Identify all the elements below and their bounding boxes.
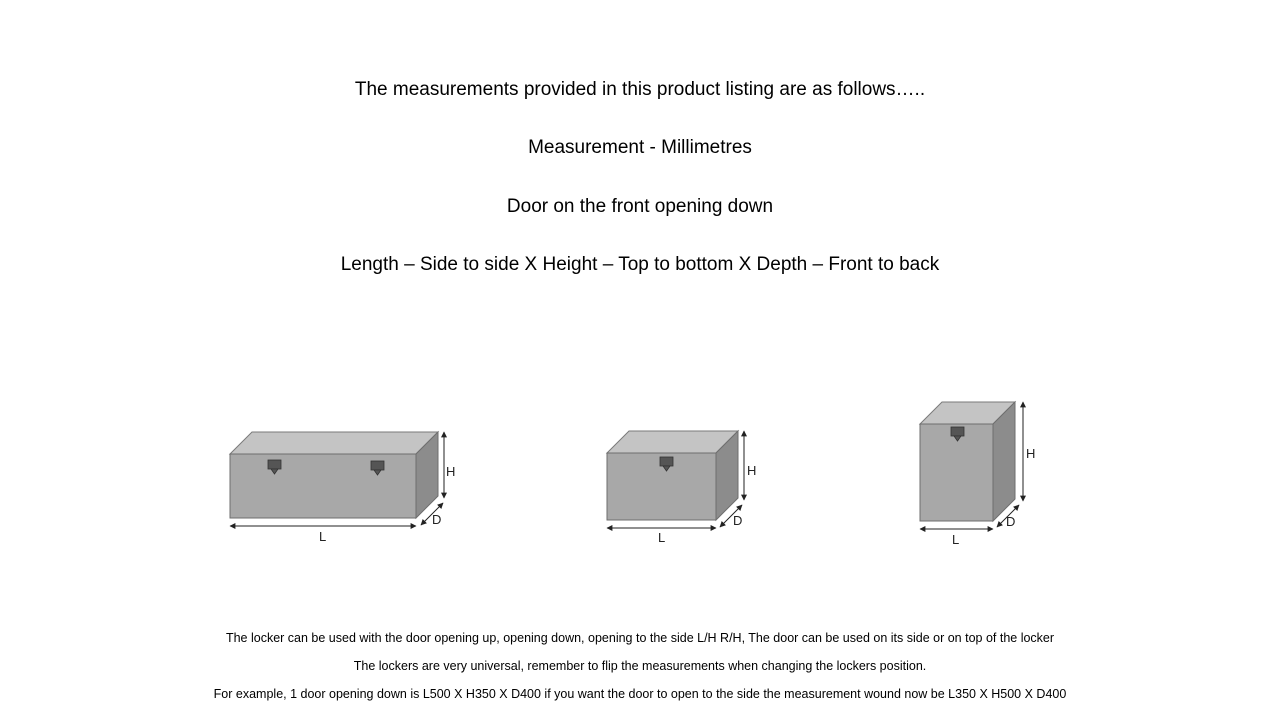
depth-label: D xyxy=(1006,514,1016,529)
universal-note: The lockers are very universal, remember to flip the measurements when changing the lockers position. xyxy=(353,659,927,673)
length-label: L xyxy=(319,529,327,544)
height-label: H xyxy=(747,463,757,478)
tall-locker xyxy=(920,402,1035,547)
depth-label: D xyxy=(733,513,743,528)
intro-heading: The measurements provided in this product listing are as follows….. xyxy=(354,79,926,100)
length-label: L xyxy=(952,532,960,547)
medium-locker xyxy=(607,431,756,545)
depth-label: D xyxy=(432,512,442,527)
format-heading: Length – Side to side X Height – Top to bottom X Depth – Front to back xyxy=(340,254,940,275)
locker-front xyxy=(230,454,416,518)
unit-heading: Measurement - Millimetres xyxy=(528,137,752,158)
wide-locker xyxy=(230,432,455,544)
door-heading: Door on the front opening down xyxy=(506,196,774,217)
usage-note: The locker can be used with the door opening up, opening down, opening to the side L/H R/H, The door can be used on its side or on top of the locker xyxy=(225,631,1055,645)
height-label: H xyxy=(1026,446,1036,461)
height-label: H xyxy=(446,464,456,479)
locker-diagram xyxy=(0,380,1280,560)
locker-top xyxy=(607,431,738,453)
length-label: L xyxy=(658,530,666,545)
example-note: For example, 1 door opening down is L500 X H350 X D400 if you want the door to open to the side the measurement wound now be L350 X H500 X D400 xyxy=(213,687,1067,701)
locker-top xyxy=(230,432,438,454)
